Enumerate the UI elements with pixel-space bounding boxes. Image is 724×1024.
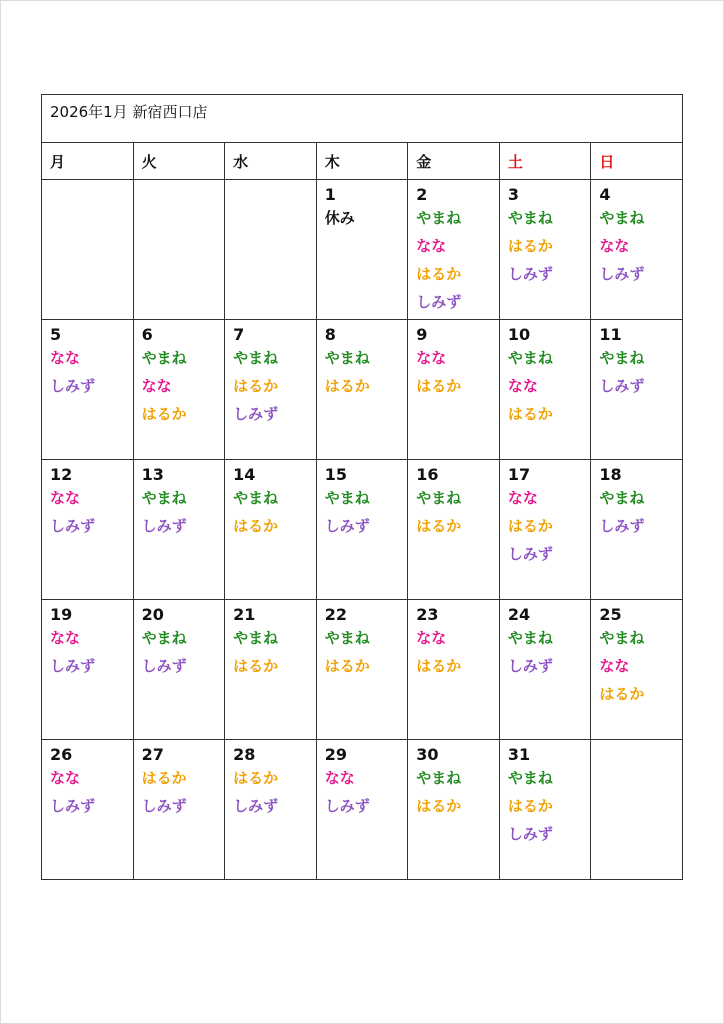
day-cell [42,320,134,460]
shift-list [233,484,316,540]
shift-list [50,344,133,400]
day-number: 21 [233,605,256,624]
day-number: 28 [233,745,256,764]
day-number: 25 [599,605,622,624]
shift-list [325,624,408,680]
shift-list [416,764,499,820]
shift-list [142,484,225,540]
day-cell [499,460,591,600]
shift-list [142,764,225,820]
shift-entry: しみず [141,657,187,675]
shift-entry: はるか [233,517,279,535]
shift-entry: はるか [416,517,462,535]
day-number: 30 [416,745,439,764]
shift-entry: なな [324,769,355,787]
shift-list [50,484,133,540]
shift-entry: しみず [141,517,187,535]
calendar-table [41,94,683,880]
day-number: 17 [507,465,531,484]
shift-entry: しみず [50,517,96,535]
day-number: 2 [416,185,428,204]
shift-entry: しみず [50,377,96,395]
shift-entry: はるか [507,405,553,423]
day-number: 12 [50,465,73,484]
day-number: 23 [416,605,439,624]
shift-entry: しみず [507,825,553,843]
shift-entry: やまね [416,489,462,507]
shift-list [325,484,408,540]
day-number: 11 [599,325,622,344]
week-row [42,320,683,460]
empty-day-cell [133,180,225,320]
day-number: 29 [324,745,347,764]
day-number: 1 [324,185,336,204]
shift-entry: はるか [416,797,462,815]
day-cell [42,460,134,600]
shift-entry: はるか [416,265,462,283]
shift-entry: なな [507,377,538,395]
week-row [42,180,683,320]
title-row [42,95,683,143]
shift-entry: 休み [324,209,355,227]
day-cell [408,600,500,740]
shift-list [599,484,682,540]
weekday-header: 日 [591,143,683,180]
day-cell [225,600,317,740]
shift-list [325,204,408,232]
shift-entry: しみず [233,405,279,423]
shift-entry: やまね [324,349,370,367]
shift-list [142,344,225,428]
day-number: 7 [233,325,245,344]
day-cell [591,460,683,600]
day-cell [408,320,500,460]
day-number: 24 [507,605,531,624]
shift-entry: しみず [233,797,279,815]
shift-entry: なな [50,769,81,787]
day-cell [133,600,225,740]
day-cell [133,740,225,880]
weekday-header: 木 [316,143,408,180]
day-cell [591,320,683,460]
shift-list [142,624,225,680]
empty-day-cell [42,180,134,320]
day-cell [499,180,591,320]
shift-list [508,624,591,680]
shift-entry: やまね [233,349,279,367]
shift-list [416,484,499,540]
shift-entry: やまね [141,489,187,507]
day-number: 22 [324,605,347,624]
shift-entry: やまね [141,629,187,647]
shift-entry: やまね [507,629,553,647]
calendar-title: 2026年1月 新宿西口店 [42,95,683,143]
shift-entry: はるか [324,657,370,675]
day-number: 4 [599,185,611,204]
week-row [42,740,683,880]
day-cell [42,740,134,880]
weekday-header-row [42,143,683,180]
shift-entry: はるか [507,797,553,815]
day-cell [408,460,500,600]
shift-list [599,204,682,288]
shift-entry: なな [50,489,81,507]
shift-entry: はるか [599,685,645,703]
shift-entry: しみず [507,545,553,563]
weekday-header: 土 [499,143,591,180]
day-cell [133,460,225,600]
shift-entry: しみず [507,657,553,675]
shift-entry: やまね [599,349,645,367]
shift-entry: しみず [324,517,370,535]
day-cell [225,320,317,460]
shift-entry: はるか [416,377,462,395]
day-number: 9 [416,325,428,344]
day-number: 31 [507,745,531,764]
shift-entry: しみず [50,657,96,675]
day-number: 16 [416,465,439,484]
shift-entry: なな [507,489,538,507]
shift-entry: しみず [599,377,645,395]
weekday-header: 火 [133,143,225,180]
shift-entry: しみず [50,797,96,815]
day-cell [133,320,225,460]
day-number: 26 [50,745,73,764]
shift-entry: なな [141,377,172,395]
shift-list [233,624,316,680]
shift-entry: しみず [141,797,187,815]
weekday-header: 月 [42,143,134,180]
shift-entry: はるか [141,769,187,787]
day-cell [591,180,683,320]
shift-list [325,344,408,400]
day-number: 8 [324,325,336,344]
shift-entry: やまね [233,489,279,507]
shift-list [50,764,133,820]
shift-entry: やまね [233,629,279,647]
shift-entry: なな [416,349,447,367]
day-cell [316,740,408,880]
shift-entry: やまね [416,209,462,227]
shift-entry: やまね [599,629,645,647]
shift-entry: やまね [507,769,553,787]
shift-entry: やまね [599,489,645,507]
shift-list [508,204,591,288]
day-cell [225,460,317,600]
day-cell [316,600,408,740]
shift-entry: しみず [416,293,462,311]
shift-entry: はるか [233,657,279,675]
weeks-body [42,180,683,880]
shift-entry: しみず [324,797,370,815]
shift-list [599,624,682,708]
day-number: 15 [324,465,347,484]
day-cell [316,180,408,320]
shift-list [599,344,682,400]
day-number: 19 [50,605,73,624]
shift-list [508,344,591,428]
day-cell [316,320,408,460]
week-row [42,600,683,740]
shift-entry: なな [599,237,630,255]
day-number: 20 [141,605,164,624]
shift-entry: なな [50,629,81,647]
shift-entry: やまね [324,489,370,507]
shift-entry: やまね [599,209,645,227]
shift-list [416,624,499,680]
shift-entry: やまね [507,209,553,227]
shift-list [416,344,499,400]
day-number: 6 [141,325,153,344]
day-number: 3 [507,185,519,204]
day-number: 27 [141,745,164,764]
shift-entry: はるか [324,377,370,395]
shift-entry: はるか [233,377,279,395]
day-cell [42,600,134,740]
shift-entry: なな [416,237,447,255]
day-cell [225,740,317,880]
shift-entry: やまね [507,349,553,367]
shift-entry: なな [50,349,81,367]
shift-entry: はるか [507,517,553,535]
shift-entry: しみず [507,265,553,283]
day-cell [408,740,500,880]
shift-list [325,764,408,820]
day-cell [499,320,591,460]
day-cell [499,740,591,880]
shift-entry: しみず [599,517,645,535]
shift-list [233,344,316,428]
shift-list [50,624,133,680]
shift-entry: やまね [416,769,462,787]
shift-entry: なな [599,657,630,675]
shift-entry: しみず [599,265,645,283]
day-cell [408,180,500,320]
weekday-header: 金 [408,143,500,180]
shift-list [508,764,591,848]
day-number: 10 [507,325,531,344]
day-number: 18 [599,465,622,484]
shift-list [233,764,316,820]
shift-entry: やまね [141,349,187,367]
day-cell [316,460,408,600]
day-number: 5 [50,325,62,344]
shift-entry: はるか [141,405,187,423]
day-number: 13 [141,465,164,484]
shift-entry: はるか [507,237,553,255]
empty-day-cell [225,180,317,320]
day-cell [499,600,591,740]
day-number: 14 [233,465,256,484]
shift-entry: はるか [416,657,462,675]
shift-entry: やまね [324,629,370,647]
shift-entry: はるか [233,769,279,787]
shift-entry: なな [416,629,447,647]
week-row [42,460,683,600]
day-cell [591,600,683,740]
shift-list [508,484,591,568]
shift-list [416,204,499,316]
weekday-header: 水 [225,143,317,180]
empty-day-cell [591,740,683,880]
